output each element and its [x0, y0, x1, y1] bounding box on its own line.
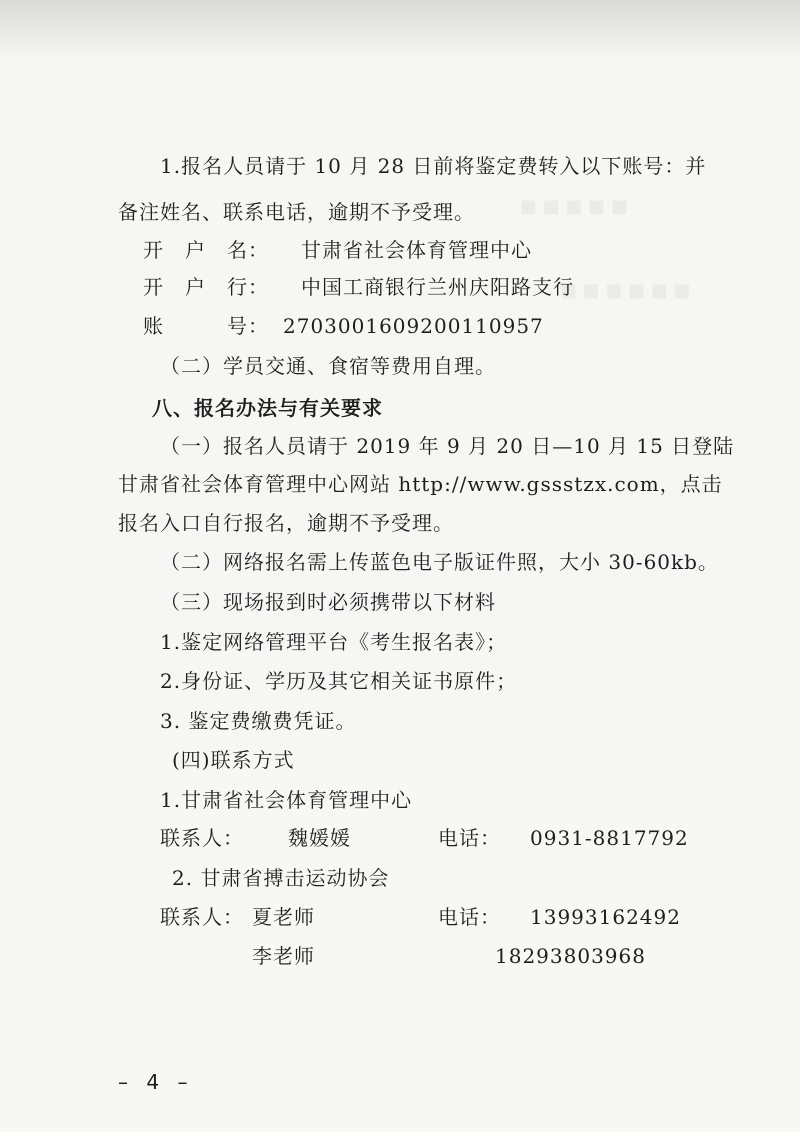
contact-org-1: 1.甘肃省社会体育管理中心 [160, 788, 413, 812]
phone-label: 电话： [438, 826, 501, 850]
contact-org-2-person-row [160, 903, 681, 931]
contact-heading: (四)联系方式 [172, 748, 295, 772]
section-heading: 八、报名办法与有关要求 [152, 396, 383, 420]
page-number: – 4 – [118, 1070, 194, 1094]
contact-person-1: 魏媛媛 [288, 826, 351, 850]
account-number-row [143, 312, 544, 340]
phone-3: 18293803968 [495, 944, 646, 968]
account-number-label: 账 号： [143, 314, 269, 338]
registration-item-1-line-1: （一）报名人员请于 2019 年 9 月 20 日—10 月 15 日登陆 [160, 434, 735, 458]
contact-person-label-2: 联系人： [160, 905, 244, 929]
bank-row [143, 273, 574, 301]
scan-shadow [0, 0, 800, 60]
account-name-value: 甘肃省社会体育管理中心 [301, 238, 532, 262]
contact-org-2: 2. 甘肃省搏击运动协会 [172, 866, 390, 890]
contact-person-label: 联系人： [160, 826, 244, 850]
material-1: 1.鉴定网络管理平台《考生报名表》； [160, 630, 508, 654]
phone-1: 0931-8817792 [530, 826, 689, 850]
contact-org-2-person-row-2 [252, 942, 646, 970]
registration-item-3: （三）现场报到时必须携带以下材料 [160, 590, 496, 614]
registration-item-1-line-3: 报名入口自行报名，逾期不予受理。 [118, 511, 454, 535]
phone-label-2: 电话： [438, 905, 501, 929]
account-name-label: 开 户 名： [143, 238, 269, 262]
material-2: 2.身份证、学历及其它相关证书原件； [160, 669, 518, 693]
material-3: 3. 鉴定费缴费凭证。 [160, 709, 357, 733]
account-number-value: 2703001609200110957 [283, 314, 544, 338]
transport-food-note: （二）学员交通、食宿等费用自理。 [160, 354, 496, 378]
contact-person-3: 李老师 [252, 944, 315, 968]
account-name-row [143, 236, 532, 264]
contact-person-2: 夏老师 [252, 905, 315, 929]
phone-2: 13993162492 [530, 905, 681, 929]
bank-label: 开 户 行： [143, 275, 269, 299]
bank-value: 中国工商银行兰州庆阳路支行 [301, 275, 574, 299]
registration-item-1-line-2: 甘肃省社会体育管理中心网站 http://www.gssstzx.com，点击 [118, 472, 723, 496]
bleed-through-text: ■ ■ ■ ■ ■ [520, 196, 628, 217]
bleed-through-text: ■ ■ ■ ■ ■ ■ [560, 280, 691, 301]
registration-item-2: （二）网络报名需上传蓝色电子版证件照，大小 30-60kb。 [160, 550, 719, 574]
payment-instruction-line-2: 备注姓名、联系电话，逾期不予受理。 [118, 200, 475, 224]
contact-org-1-person-row [160, 824, 689, 852]
payment-instruction-line-1: 1.报名人员请于 10 月 28 日前将鉴定费转入以下账号：并 [160, 154, 707, 178]
